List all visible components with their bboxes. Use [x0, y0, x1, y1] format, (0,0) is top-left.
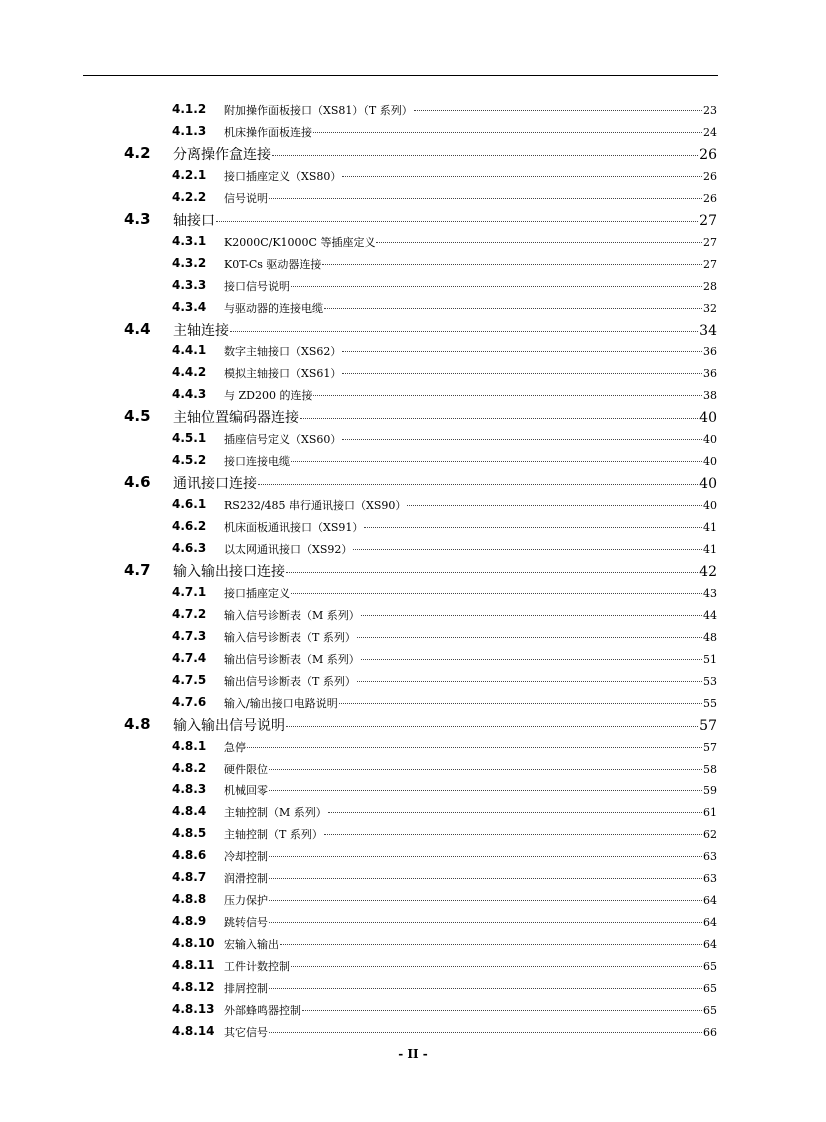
toc-subsection-entry[interactable] [0, 888, 826, 910]
toc-entry-number: 4.8.14 [172, 1023, 215, 1038]
toc-entry-line [224, 387, 717, 403]
toc-entry-number: 4.7.3 [172, 628, 207, 643]
toc-entry-number: 4.7.1 [172, 584, 207, 599]
toc-entry-line [224, 1024, 717, 1040]
dot-leader [286, 572, 698, 573]
toc-entry-line [173, 320, 717, 340]
toc-entry-number: 4.1.3 [172, 123, 207, 138]
dot-leader [302, 1010, 702, 1011]
dot-leader [291, 461, 702, 462]
dot-leader [328, 812, 702, 813]
toc-entry-page: 27 [703, 257, 717, 271]
page-number: - II - [398, 1047, 428, 1061]
toc-subsection-entry[interactable] [0, 866, 826, 888]
toc-entry-page: 63 [703, 872, 717, 886]
toc-subsection-entry[interactable] [0, 186, 826, 208]
dot-leader [313, 395, 702, 396]
dot-leader [269, 1032, 702, 1033]
toc-entry-page: 40 [699, 410, 717, 427]
toc-entry-page: 36 [703, 367, 717, 381]
toc-entry-line [173, 407, 717, 427]
toc-entry-title: K0T-Cs 驱动器连接 [224, 257, 322, 271]
toc-entry-number: 4.4.3 [172, 387, 207, 402]
toc-entry-title: 宏输入输出 [224, 938, 279, 952]
dot-leader [414, 110, 702, 111]
toc-subsection-entry[interactable] [0, 669, 826, 691]
toc-entry-title: 硬件限位 [224, 762, 268, 776]
toc-subsection-entry[interactable] [0, 822, 826, 844]
toc-entry-line [224, 826, 717, 842]
toc-entry-line [173, 144, 717, 164]
toc-entry-number: 4.8.13 [172, 1001, 215, 1016]
toc-entry-number: 4.3 [124, 209, 151, 228]
toc-entry-number: 4.5 [124, 407, 151, 426]
toc-entry-number: 4.3.1 [172, 233, 207, 248]
dot-leader [269, 790, 702, 791]
dot-leader [269, 856, 702, 857]
toc-entry-title: 工件计数控制 [224, 960, 290, 974]
toc-subsection-entry[interactable] [0, 998, 826, 1020]
toc-subsection-entry[interactable] [0, 932, 826, 954]
toc-entry-title: 通讯接口连接 [173, 476, 257, 493]
toc-entry-page: 27 [699, 212, 717, 229]
dot-leader [258, 484, 698, 485]
dot-leader [269, 769, 702, 770]
toc-entry-page: 53 [703, 674, 717, 688]
toc-entry-title: 机械回零 [224, 784, 268, 798]
toc-entry-line [224, 124, 717, 140]
toc-entry-page: 36 [703, 345, 717, 359]
toc-entry-line [224, 190, 717, 206]
toc-entry-title: 接口插座定义（XS80） [224, 169, 342, 183]
dot-leader [342, 351, 702, 352]
toc-entry-line [224, 695, 717, 711]
toc-entry-number: 4.8.6 [172, 848, 207, 863]
toc-entry-number: 4.6 [124, 473, 151, 492]
toc-section-entry[interactable] [0, 405, 826, 427]
toc-subsection-entry[interactable] [0, 252, 826, 274]
toc-entry-number: 4.6.2 [172, 519, 207, 534]
toc-entry-line [173, 715, 717, 735]
toc-section-entry[interactable] [0, 559, 826, 581]
toc-entry-page: 51 [703, 652, 717, 666]
toc-entry-title: 主轴位置编码器连接 [173, 410, 299, 427]
dot-leader [342, 373, 702, 374]
dot-leader [230, 331, 698, 332]
toc-entry-line [224, 343, 717, 359]
toc-entry-title: 接口连接电缆 [224, 455, 290, 469]
toc-section-entry[interactable] [0, 142, 826, 164]
toc-entry-title: 与驱动器的连接电缆 [224, 301, 323, 315]
toc-entry-line [224, 541, 717, 557]
toc-entry-title: 插座信号定义（XS60） [224, 433, 342, 447]
toc-entry-number: 4.8.4 [172, 804, 207, 819]
toc-entry-page: 57 [699, 717, 717, 734]
toc-entry-title: 急停 [224, 740, 246, 754]
toc-entry-title: 输入输出接口连接 [173, 563, 285, 580]
toc-entry-number: 4.3.2 [172, 255, 207, 270]
dot-leader [322, 264, 702, 265]
toc-entry-title: 外部蜂鸣器控制 [224, 1003, 301, 1017]
toc-entry-title: 机床面板通讯接口（XS91） [224, 521, 364, 535]
toc-entry-page: 44 [703, 608, 717, 622]
toc-subsection-entry[interactable] [0, 383, 826, 405]
dot-leader [247, 747, 702, 748]
dot-leader [272, 155, 698, 156]
toc-entry-number: 4.8.1 [172, 738, 207, 753]
toc-entry-line [224, 585, 717, 601]
toc-entry-number: 4.8.7 [172, 870, 207, 885]
toc-entry-page: 42 [699, 563, 717, 580]
toc-subsection-entry[interactable] [0, 164, 826, 186]
dot-leader [376, 242, 702, 243]
toc-subsection-entry[interactable] [0, 493, 826, 515]
toc-entry-number: 4.2 [124, 143, 151, 162]
toc-entry-number: 4.8.9 [172, 914, 207, 929]
toc-entry-line [224, 980, 717, 996]
toc-entry-title: 主轴控制（M 系列） [224, 806, 327, 820]
toc-entry-number: 4.3.4 [172, 299, 207, 314]
toc-entry-page: 40 [699, 476, 717, 493]
toc-entry-title: 压力保护 [224, 894, 268, 908]
toc-subsection-entry[interactable] [0, 274, 826, 296]
toc-section-entry[interactable] [0, 208, 826, 230]
toc-entry-page: 38 [703, 389, 717, 403]
toc-entry-number: 4.8.11 [172, 958, 215, 973]
toc-section-entry[interactable] [0, 471, 826, 493]
toc-entry-number: 4.8.8 [172, 892, 207, 907]
toc-entry-line [224, 234, 717, 250]
toc-entry-number: 4.8.12 [172, 980, 215, 994]
toc-subsection-entry[interactable] [0, 339, 826, 361]
toc-entry-line [224, 300, 717, 316]
toc-entry-title: 数字主轴接口（XS62） [224, 345, 342, 359]
toc-entry-number: 4.4 [124, 319, 151, 338]
toc-entry-number: 4.5.2 [172, 453, 207, 468]
toc-entry-page: 58 [703, 762, 717, 776]
toc-subsection-entry[interactable] [0, 427, 826, 449]
toc-entry-line [224, 936, 717, 952]
dot-leader [357, 681, 702, 682]
toc-entry-page: 64 [703, 938, 717, 952]
toc-entry-page: 24 [703, 125, 717, 139]
dot-leader [342, 439, 702, 440]
toc-section-entry[interactable] [0, 318, 826, 340]
dot-leader [286, 726, 698, 727]
toc-entry-page: 28 [703, 279, 717, 293]
toc-subsection-entry[interactable] [0, 1020, 826, 1042]
toc-entry-line [224, 892, 717, 908]
toc-entry-title: K2000C/K1000C 等插座定义 [224, 235, 376, 249]
toc-entry-title: 信号说明 [224, 191, 268, 205]
toc-entry-page: 62 [703, 828, 717, 842]
toc-entry-line [224, 1002, 717, 1018]
toc-entry-number: 4.7 [124, 560, 151, 579]
toc-entry-title: 输出信号诊断表（M 系列） [224, 652, 360, 666]
toc-entry-number: 4.8 [124, 714, 151, 733]
toc-entry-number: 4.4.2 [172, 365, 207, 380]
dot-leader [291, 966, 702, 967]
toc-entry-title: 主轴连接 [173, 322, 229, 339]
toc-entry-page: 65 [703, 982, 717, 995]
toc-entry-number: 4.8.5 [172, 826, 207, 841]
toc-entry-line [173, 473, 717, 493]
toc-entry-page: 41 [703, 543, 717, 556]
dot-leader [269, 878, 702, 879]
dot-leader [364, 527, 702, 528]
toc-entry-line [224, 739, 717, 755]
dot-leader [357, 637, 702, 638]
dot-leader [269, 988, 702, 989]
toc-entry-page: 32 [703, 301, 717, 315]
toc-subsection-entry[interactable] [0, 296, 826, 318]
toc-entry-line [224, 761, 717, 777]
toc-entry-title: 以太网通讯接口（XS92） [224, 543, 353, 556]
toc-subsection-entry[interactable] [0, 844, 826, 866]
toc-entry-title: 跳转信号 [224, 916, 268, 930]
toc-entry-title: 模拟主轴接口（XS61） [224, 367, 342, 381]
toc-entry-line [224, 848, 717, 864]
toc-subsection-entry[interactable] [0, 757, 826, 779]
dot-leader [407, 505, 702, 506]
toc-entry-page: 64 [703, 916, 717, 930]
toc-entry-number: 4.7.4 [172, 650, 207, 665]
toc-subsection-entry[interactable] [0, 120, 826, 142]
toc-entry-title: 输出信号诊断表（T 系列） [224, 674, 356, 688]
dot-leader [313, 132, 702, 133]
toc-entry-page: 43 [703, 586, 717, 600]
toc-entry-page: 26 [699, 146, 717, 163]
toc-subsection-entry[interactable] [0, 625, 826, 647]
toc-entry-page: 40 [703, 433, 717, 447]
toc-entry-title: 输入/输出接口电路说明 [224, 696, 338, 710]
toc-entry-title: 与 ZD200 的连接 [224, 389, 313, 403]
toc-entry-number: 4.3.3 [172, 277, 207, 292]
toc-subsection-entry[interactable] [0, 98, 826, 120]
toc-entry-number: 4.7.2 [172, 606, 207, 621]
toc-entry-title: 冷却控制 [224, 850, 268, 864]
dot-leader [280, 944, 702, 945]
toc-entry-line [224, 914, 717, 930]
toc-entry-title: RS232/485 串行通讯接口（XS90） [224, 499, 407, 513]
toc-entry-number: 4.6.1 [172, 497, 207, 512]
toc-entry-title: 轴接口 [173, 212, 215, 229]
dot-leader [361, 615, 702, 616]
toc-entry-title: 机床操作面板连接 [224, 125, 312, 139]
toc-entry-page: 66 [703, 1025, 717, 1039]
toc-entry-page: 48 [703, 630, 717, 644]
toc-entry-line [224, 365, 717, 381]
toc-entry-line [224, 804, 717, 820]
toc-entry-page: 27 [703, 235, 717, 249]
toc-entry-page: 61 [703, 806, 717, 820]
toc-entry-title: 附加操作面板接口（XS81）（T 系列） [224, 104, 413, 117]
toc-entry-page: 65 [703, 1003, 717, 1017]
toc-section-entry[interactable] [0, 713, 826, 735]
toc-entry-page: 26 [703, 191, 717, 205]
toc-entry-line [224, 607, 717, 623]
toc-subsection-entry[interactable] [0, 230, 826, 252]
toc-entry-number: 4.7.6 [172, 694, 207, 709]
toc-subsection-entry[interactable] [0, 515, 826, 537]
toc-entry-number: 4.4.1 [172, 343, 207, 358]
toc-entry-number: 4.1.2 [172, 102, 207, 116]
toc-entry-line [224, 870, 717, 886]
dot-leader [361, 659, 702, 660]
toc-subsection-entry[interactable] [0, 954, 826, 976]
toc-subsection-entry[interactable] [0, 537, 826, 559]
toc-entry-page: 40 [703, 455, 717, 469]
dot-leader [216, 221, 698, 222]
toc-entry-line [224, 497, 717, 513]
toc-entry-line [173, 561, 717, 581]
toc-subsection-entry[interactable] [0, 691, 826, 713]
toc-entry-number: 4.5.1 [172, 431, 207, 446]
toc-subsection-entry[interactable] [0, 581, 826, 603]
toc-entry-line [224, 431, 717, 447]
toc-subsection-entry[interactable] [0, 910, 826, 932]
dot-leader [342, 176, 702, 177]
toc-entry-line [224, 168, 717, 184]
toc-entry-line [224, 519, 717, 535]
toc-entry-line [224, 278, 717, 294]
toc-entry-page: 34 [699, 322, 717, 339]
toc-entry-line [224, 958, 717, 974]
toc-entry-title: 其它信号 [224, 1025, 268, 1039]
toc-subsection-entry[interactable] [0, 778, 826, 800]
dot-leader [324, 308, 702, 309]
toc-entry-line [224, 651, 717, 667]
toc-entry-title: 接口信号说明 [224, 279, 290, 293]
toc-entry-page: 65 [703, 960, 717, 974]
toc-entry-page: 55 [703, 696, 717, 710]
toc-entry-number: 4.6.3 [172, 541, 207, 555]
toc-entry-line [224, 453, 717, 469]
toc-entry-line [173, 210, 717, 230]
toc-entry-line [224, 256, 717, 272]
dot-leader [269, 198, 702, 199]
dot-leader [269, 922, 702, 923]
toc-entry-number: 4.7.5 [172, 672, 207, 687]
toc-entry-number: 4.8.2 [172, 760, 207, 775]
toc-subsection-entry[interactable] [0, 976, 826, 998]
dot-leader [291, 593, 702, 594]
dot-leader [339, 703, 702, 704]
toc-subsection-entry[interactable] [0, 735, 826, 757]
toc-entry-title: 主轴控制（T 系列） [224, 828, 323, 842]
toc-entry-title: 接口插座定义 [224, 586, 290, 600]
toc-entry-number: 4.2.2 [172, 189, 207, 204]
toc-entry-page: 23 [703, 104, 717, 117]
dot-leader [324, 834, 702, 835]
toc-entry-page: 26 [703, 169, 717, 183]
toc-entry-number: 4.8.3 [172, 782, 207, 797]
toc-subsection-entry[interactable] [0, 449, 826, 471]
toc-entry-line [224, 673, 717, 689]
toc-entry-title: 输入信号诊断表（T 系列） [224, 630, 356, 644]
toc-subsection-entry[interactable] [0, 361, 826, 383]
toc-entry-title: 输入输出信号说明 [173, 717, 285, 734]
header-rule [83, 75, 718, 76]
dot-leader [353, 549, 702, 550]
toc-entry-page: 63 [703, 850, 717, 864]
toc-entry-page: 57 [703, 740, 717, 754]
dot-leader [291, 286, 702, 287]
toc-entry-page: 41 [703, 521, 717, 535]
toc-entry-title: 输入信号诊断表（M 系列） [224, 608, 360, 622]
toc-entry-line [224, 629, 717, 645]
toc-entry-line [224, 102, 717, 118]
dot-leader [269, 900, 702, 901]
toc-entry-line [224, 782, 717, 798]
toc-entry-page: 40 [703, 499, 717, 513]
toc-entry-page: 59 [703, 784, 717, 798]
toc-entry-title: 润滑控制 [224, 872, 268, 886]
toc-subsection-entry[interactable] [0, 603, 826, 625]
toc-subsection-entry[interactable] [0, 647, 826, 669]
toc-subsection-entry[interactable] [0, 800, 826, 822]
dot-leader [300, 418, 698, 419]
toc-entry-page: 64 [703, 894, 717, 908]
toc-entry-title: 排屑控制 [224, 982, 268, 995]
toc-entry-number: 4.2.1 [172, 167, 207, 182]
toc-entry-number: 4.8.10 [172, 936, 215, 951]
toc-entry-title: 分离操作盒连接 [173, 146, 271, 163]
